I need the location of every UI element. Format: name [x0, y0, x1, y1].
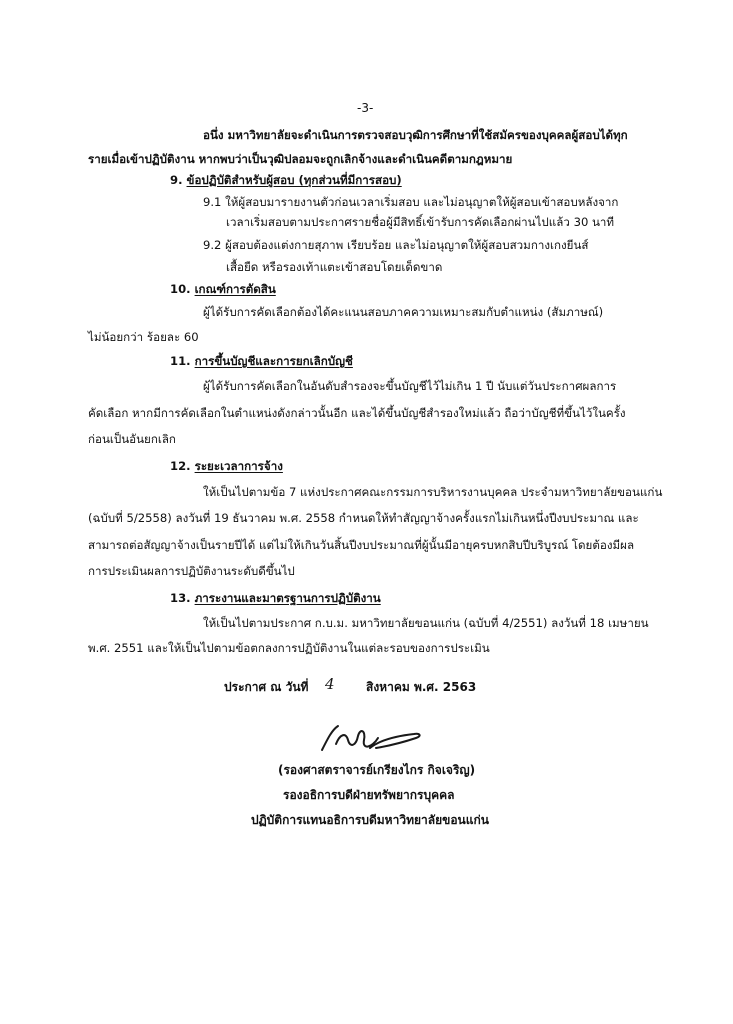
section-9-title: ข้อปฏิบัติสำหรับผู้สอบ (ทุกส่วนที่มีการสอบ) — [186, 173, 402, 187]
section-11-heading — [170, 353, 353, 369]
section-11-number: 11. — [170, 354, 191, 368]
section-12-line-2: (ฉบับที่ 5/2558) ลงวันที่ 19 ธันวาคม พ.ศ. 2558 กำหนดให้ทำสัญญาจ้างครั้งแรกไม่เกินหนึ่งปีงบประมาณ และ — [88, 511, 639, 525]
item-9-1-line-2: เวลาเริ่มสอบตามประกาศรายชื่อผู้มีสิทธิ์เข้ารับการคัดเลือกผ่านไปแล้ว 30 นาที — [226, 215, 615, 229]
section-10-line-1: ผู้ได้รับการคัดเลือกต้องได้คะแนนสอบภาคความเหมาะสมกับตำแหน่ง (สัมภาษณ์) — [203, 305, 604, 319]
section-11-title: การขึ้นบัญชีและการยกเลิกบัญชี — [194, 354, 353, 368]
intro-line-2: รายเมื่อเข้าปฏิบัติงาน หากพบว่าเป็นวุฒิปลอมจะถูกเลิกจ้างและดำเนินคดีตามกฎหมาย — [88, 152, 513, 166]
section-12-title: ระยะเวลาการจ้าง — [194, 459, 283, 473]
section-10-title: เกณฑ์การตัดสิน — [194, 282, 276, 296]
section-10-line-2: ไม่น้อยกว่า ร้อยละ 60 — [88, 330, 199, 344]
section-11-line-3: ก่อนเป็นอันยกเลิก — [88, 432, 176, 446]
intro-line-1: อนึ่ง มหาวิทยาลัยจะดำเนินการตรวจสอบวุฒิการศึกษาที่ใช้สมัครของบุคคลผู้สอบได้ทุก — [203, 128, 628, 142]
section-13-line-2: พ.ศ. 2551 และให้เป็นไปตามข้อตกลงการปฏิบัติงานในแต่ละรอบของการประเมิน — [88, 641, 490, 655]
section-9-heading — [170, 172, 402, 188]
signatory-position-1: รองอธิการบดีฝ่ายทรัพยากรบุคคล — [283, 788, 455, 802]
announcement-month-year: สิงหาคม พ.ศ. 2563 — [366, 680, 477, 694]
section-12-line-4: การประเมินผลการปฏิบัติงานระดับดีขึ้นไป — [88, 564, 295, 578]
section-12-line-1: ให้เป็นไปตามข้อ 7 แห่งประกาศคณะกรรมการบริหารงานบุคคล ประจำมหาวิทยาลัยขอนแก่น — [203, 485, 663, 499]
section-12-heading — [170, 458, 283, 474]
section-13-title: ภาระงานและมาตรฐานการปฏิบัติงาน — [194, 591, 381, 605]
section-13-number: 13. — [170, 591, 191, 605]
signatory-name: (รองศาสตราจารย์เกรียงไกร กิจเจริญ) — [278, 763, 476, 777]
item-9-1-line-1: 9.1 ให้ผู้สอบมารายงานตัวก่อนเวลาเริ่มสอบ และไม่อนุญาตให้ผู้สอบเข้าสอบหลังจาก — [203, 195, 619, 209]
section-11-line-2: คัดเลือก หากมีการคัดเลือกในตำแหน่งดังกล่าวนั้นอีก และได้ขึ้นบัญชีสำรองใหม่แล้ว ถือว่าบัญชีที่ขึ้นไว้ในครั้ง — [88, 406, 626, 420]
section-12-line-3: สามารถต่อสัญญาจ้างเป็นรายปีได้ แต่ไม่ให้เกินวันสิ้นปีงบประมาณที่ผู้นั้นมีอายุครบหกสิบปีบริบูรณ์ โดยต้องมีผล — [88, 538, 635, 552]
signatory-position-2: ปฏิบัติการแทนอธิการบดีมหาวิทยาลัยขอนแก่น — [251, 813, 489, 827]
section-10-number: 10. — [170, 282, 191, 296]
announcement-day: 4 — [325, 675, 335, 693]
section-13-heading — [170, 590, 381, 606]
section-11-line-1: ผู้ได้รับการคัดเลือกในอันดับสำรองจะขึ้นบัญชีไว้ไม่เกิน 1 ปี นับแต่วันประกาศผลการ — [203, 379, 617, 393]
announcement-prefix: ประกาศ ณ วันที่ — [224, 680, 309, 694]
signature-image — [318, 718, 428, 760]
item-9-2-line-1: 9.2 ผู้สอบต้องแต่งกายสุภาพ เรียบร้อย และไม่อนุญาตให้ผู้สอบสวมกางเกงยีนส์ — [203, 238, 589, 252]
section-13-line-1: ให้เป็นไปตามประกาศ ก.บ.ม. มหาวิทยาลัยขอนแก่น (ฉบับที่ 4/2551) ลงวันที่ 18 เมษายน — [203, 616, 649, 630]
section-9-number: 9. — [170, 173, 183, 187]
item-9-2-line-2: เสื้อยืด หรือรองเท้าแตะเข้าสอบโดยเด็ดขาด — [226, 260, 443, 274]
section-10-heading — [170, 281, 276, 297]
section-12-number: 12. — [170, 459, 191, 473]
page-number: -3- — [357, 101, 374, 115]
